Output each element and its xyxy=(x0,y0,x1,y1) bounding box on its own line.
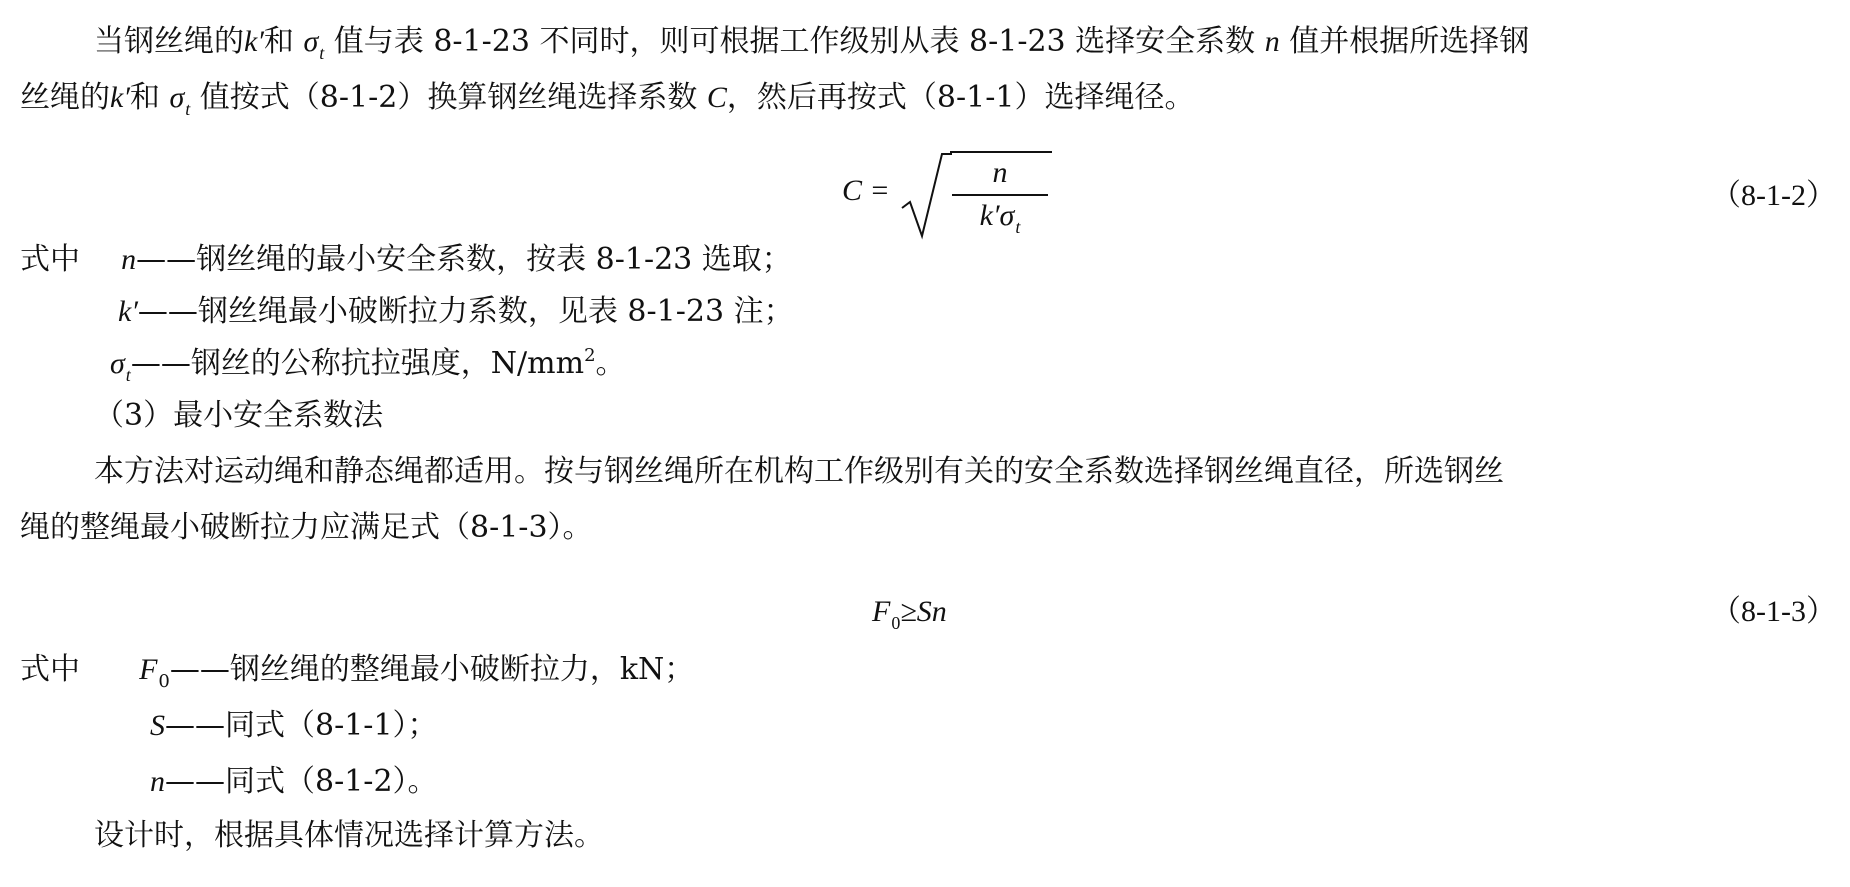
fraction xyxy=(952,156,1048,239)
c-symbol: C xyxy=(706,81,727,114)
sigma-symbol: σ xyxy=(303,25,319,58)
equation-8-1-3: $F_0\ge Sn$ xyxy=(872,595,947,633)
definition-s: S——同式（8-1-1）； xyxy=(150,708,438,743)
definition-n-2: n——同式（8-1-2）。 xyxy=(150,764,438,799)
paragraph-2-line-1: 本方法对运动绳和静态绳都适用。按与钢丝绳所在机构工作级别有关的安全系数选择钢丝绳直径，所选钢丝 xyxy=(94,454,1504,489)
equation-number-8-1-3: （8-1-3） xyxy=(1711,595,1836,628)
equation-number-8-1-2: （8-1-2） xyxy=(1711,179,1836,212)
definition-n: 式中 n——钢丝绳的最小安全系数，按表 8-1-23 选取； xyxy=(20,242,792,277)
paragraph-1-line-2: 丝绳的k′和 $\sigma_t$ 值按式（8-1-2）换算钢丝绳选择系数 C，然后再按式（8-1-1）选择绳径。 xyxy=(20,80,1195,119)
definition-k-prime: k′——钢丝绳最小破断拉力系数，见表 8-1-23 注； xyxy=(118,294,794,329)
section-heading-3: （3）最小安全系数法 xyxy=(94,398,384,433)
n-symbol: n xyxy=(1264,25,1280,58)
fraction-numerator: n xyxy=(992,156,1008,189)
sigma-symbol: σ xyxy=(169,81,185,114)
fraction-denominator: $k'\sigma_t$ xyxy=(952,194,1048,239)
closing-sentence: 设计时，根据具体情况选择计算方法。 xyxy=(94,818,604,853)
sqrt-icon xyxy=(900,150,952,242)
paragraph-1-line-1: 当钢丝绳的k′和 $\sigma_t$ 值与表 8-1-23 不同时，则可根据工作级别从表 8-1-23 选择安全系数 n 值并根据所选择钢 xyxy=(94,24,1530,63)
definition-sigma-t: $\sigma_t——$钢丝的公称抗拉强度，$N/mm^2$。 xyxy=(110,345,626,385)
k-prime-symbol: k′ xyxy=(244,25,264,58)
k-prime-symbol: k′ xyxy=(110,81,130,114)
paragraph-2-line-2: 绳的整绳最小破断拉力应满足式（8-1-3）。 xyxy=(20,510,593,545)
definition-f0: 式中 $F_0——$钢丝绳的整绳最小破断拉力，kN； xyxy=(20,652,695,692)
sqrt-overline xyxy=(950,150,1052,154)
equation-lhs: C = xyxy=(842,174,890,207)
